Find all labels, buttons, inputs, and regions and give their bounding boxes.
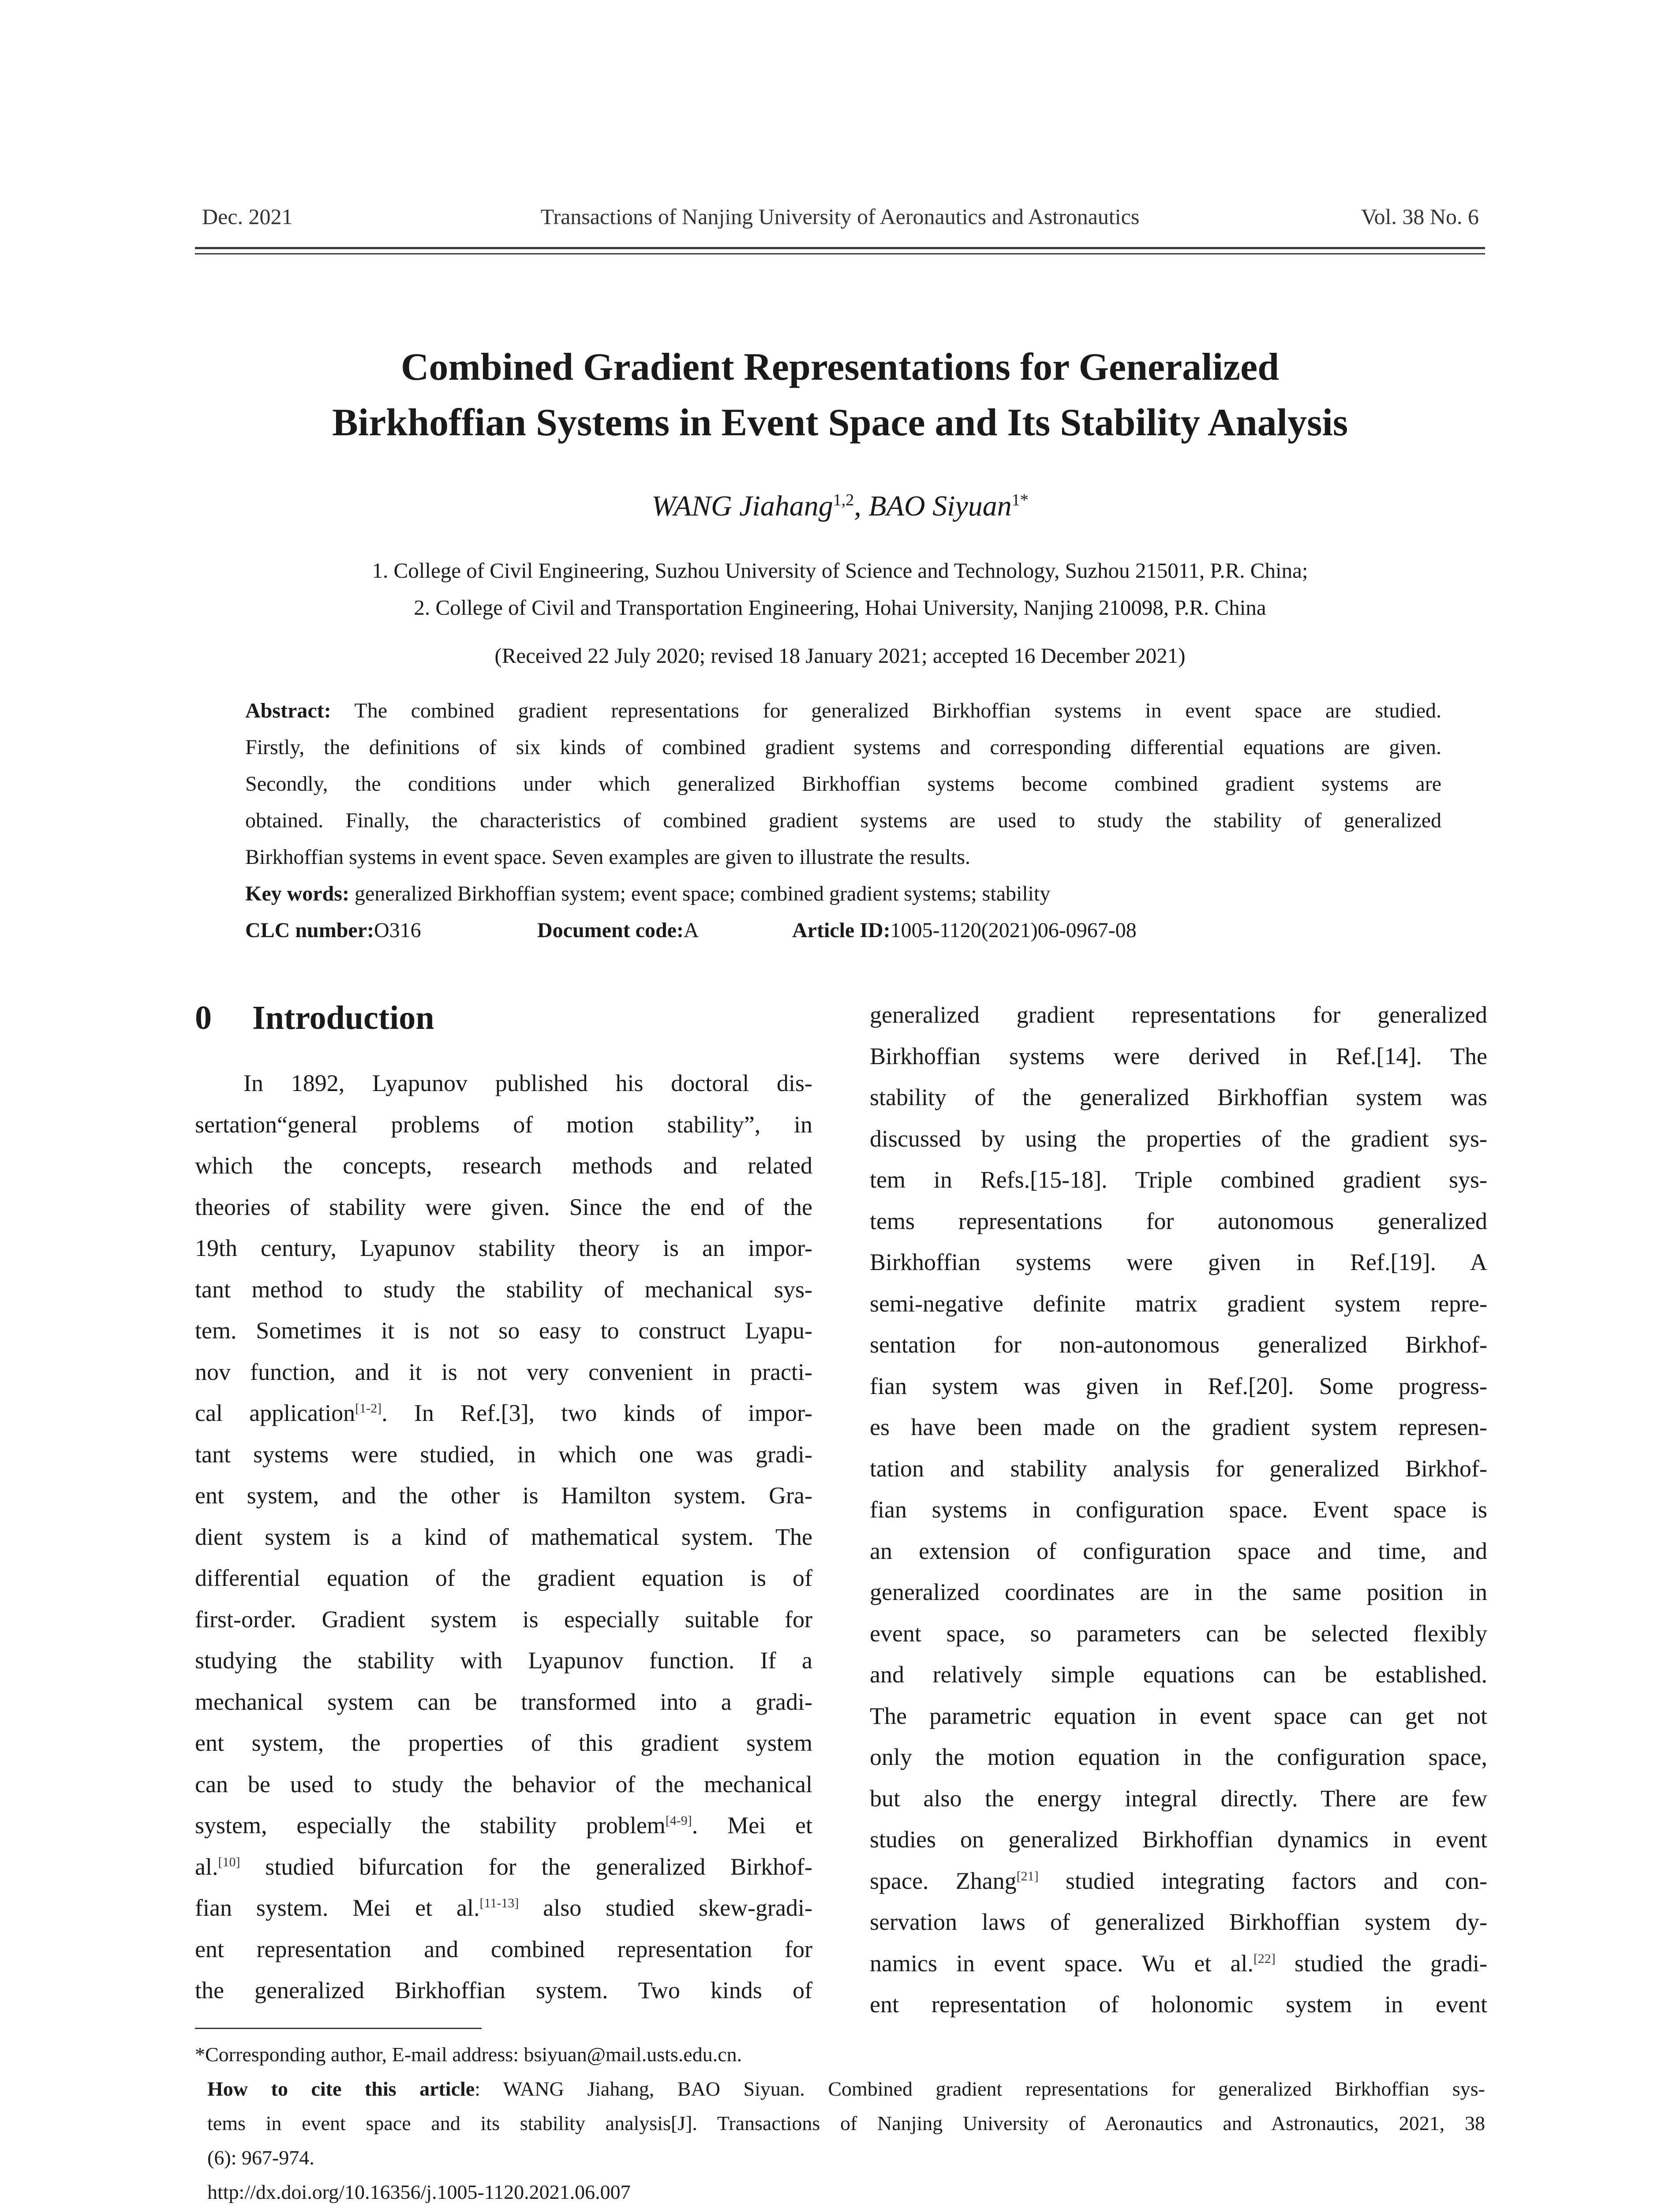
citation-ref[interactable]: [1-2] [355,1401,382,1416]
body-line: studying the stability with Lyapunov function. If a [195,1647,812,1674]
body-line [195,1805,812,1846]
body-text: . Mei et [692,1812,812,1839]
body-line: generalized gradient representations for generalized [870,1002,1487,1028]
body-line: generalized coordinates are in the same position in [870,1579,1487,1605]
footnote-block [195,2037,1485,2205]
body-line: mechanical system can be transformed into a gradi- [195,1688,812,1715]
abstract-line: Secondly, the conditions under which generalized Birkhoffian systems become combined gradient systems are [245,772,1441,796]
citation-ref[interactable]: [22] [1253,1951,1276,1966]
body-line: differential equation of the gradient equation is of [195,1565,812,1591]
citation-ref[interactable]: [11-13] [479,1896,519,1910]
body-line: ent representation and combined representation for [195,1936,812,1962]
volume-number: Vol. 38 No. 6 [1361,204,1479,229]
body-line: and relatively simple equations can be established. [870,1661,1487,1688]
title-line-1: Combined Gradient Representations for Generalized [400,346,1280,389]
body-line [195,1887,812,1929]
author-separator: , [854,490,869,522]
body-line: Birkhoffian systems were given in Ref.[19]. A [870,1249,1487,1275]
body-line: event space, so parameters can be selected flexibly [870,1620,1487,1647]
body-text: space. Zhang [870,1867,1017,1894]
citation-ref[interactable]: [4-9] [665,1813,692,1828]
body-line: stability of the generalized Birkhoffian system was [870,1084,1487,1110]
keywords-label: Key words: [245,882,349,905]
body-line: discussed by using the properties of the gradient sys- [870,1125,1487,1152]
body-line: studies on generalized Birkhoffian dynamics in event [870,1826,1487,1853]
body-line: tems representations for autonomous generalized [870,1207,1487,1234]
citation-ref[interactable]: [10] [218,1854,240,1869]
citation-line: tems in event space and its stability analysis[J]. Transactions of Nanjing University of Aeronautics and Astronautics, 2021, 38 [207,2112,1485,2134]
abstract-line: Birkhoffian systems in event space. Seven examples are given to illustrate the results. [245,845,971,869]
body-line: fian system was given in Ref.[20]. Some progress- [870,1372,1487,1399]
body-line: 19th century, Lyapunov stability theory is an impor- [195,1235,812,1261]
citation-line: (6): 967-974. [207,2146,314,2169]
abstract-line: obtained. Finally, the characteristics of combined gradient systems are used to study the stability of generalized [245,809,1441,832]
section-heading [195,999,434,1037]
corresponding-author: *Corresponding author, E-mail address: bsiyuan@mail.usts.edu.cn. [195,2043,742,2066]
abstract-line: Abstract: The combined gradient representations for generalized Birkhoffian systems in event space are studied. [245,699,1441,722]
body-line: an extension of configuration space and time, and [870,1537,1487,1564]
body-text: also studied skew-gradi- [519,1895,812,1921]
body-line: tem in Refs.[15-18]. Triple combined gradient sys- [870,1166,1487,1193]
body-line: ent representation of holonomic system in event [870,1991,1487,2018]
doi-link[interactable]: http://dx.doi.org/10.16356/j.1005-1120.2021.06.007 [207,2181,631,2203]
running-header [195,204,1485,235]
body-line: tant systems were studied, in which one was gradi- [195,1441,812,1468]
section-number: 0 [195,999,212,1036]
journal-name: Transactions of Nanjing University of Aeronautics and Astronautics [540,204,1140,229]
keywords-text: generalized Birkhoffian system; event space; combined gradient systems; stability [354,882,1051,905]
cite-label: How to cite this article [207,2078,475,2100]
doc-code-value: A [683,919,699,942]
clc-label: CLC number: [245,919,374,942]
clc-value: O316 [374,919,421,942]
author-2: BAO Siyuan [868,490,1012,522]
title-line-2: Birkhoffian Systems in Event Space and Its Stability Analysis [332,401,1348,444]
body-text: system, especially the stability problem [195,1812,666,1839]
body-line: sertation“general problems of motion stability”, in [195,1111,812,1138]
body-text: cal application [195,1400,355,1426]
issue-date: Dec. 2021 [202,204,293,229]
body-line: can be used to study the behavior of the mechanical [195,1771,812,1798]
body-text: namics in event space. Wu et al. [870,1950,1253,1977]
body-line: tation and stability analysis for generalized Birkhof- [870,1455,1487,1482]
body-line [870,1861,1487,1902]
header-rule-thick [195,247,1485,249]
article-id-label: Article ID: [792,919,891,942]
body-line [195,1846,812,1888]
body-text: . In Ref.[3], two kinds of impor- [382,1400,812,1426]
author-1: WANG Jiahang [651,490,833,522]
paper-title [195,340,1485,451]
body-line: but also the energy integral directly. There are few [870,1785,1487,1812]
body-line: tant method to study the stability of mechanical sys- [195,1276,812,1303]
body-line: tem. Sometimes it is not so easy to construct Lyapu- [195,1317,812,1344]
body-line: only the motion equation in the configuration space, [870,1744,1487,1770]
body-text: studied integrating factors and con- [1038,1867,1487,1894]
body-line [195,1393,812,1434]
body-line: fian systems in configuration space. Event space is [870,1496,1487,1523]
article-id-value: 1005-1120(2021)06-0967-08 [890,919,1137,942]
affiliations [195,552,1485,626]
body-line: ent system, and the other is Hamilton system. Gra- [195,1482,812,1509]
body-line: Birkhoffian systems were derived in Ref.[14]. The [870,1043,1487,1069]
body-text: al. [195,1853,218,1880]
doc-code-label: Document code: [537,919,684,942]
body-text: fian system. Mei et al. [195,1895,480,1921]
abstract-label: Abstract: [245,699,331,722]
affiliation-2: 2. College of Civil and Transportation Engineering, Hohai University, Nanjing 210098, P.R. China [414,595,1266,620]
author-list [195,490,1485,523]
author-2-affil: 1* [1011,491,1029,509]
body-text: studied bifurcation for the generalized Birkhof- [240,1853,812,1880]
citation-line: How to cite this article: WANG Jiahang, BAO Siyuan. Combined gradient representations for generalized Birkhoffian sys- [207,2078,1485,2100]
body-line: semi-negative definite matrix gradient system repre- [870,1290,1487,1317]
affiliation-1: 1. College of Civil Engineering, Suzhou University of Science and Technology, Suzhou 215011, P.R. China; [372,558,1308,583]
footnote-rule [195,2028,482,2029]
body-line: which the concepts, research methods and related [195,1152,812,1179]
body-line: first-order. Gradient system is especially suitable for [195,1606,812,1633]
body-line: sentation for non-autonomous generalized Birkhof- [870,1331,1487,1358]
body-line: the generalized Birkhoffian system. Two kinds of [195,1977,812,2003]
received-dates: (Received 22 July 2020; revised 18 January 2021; accepted 16 December 2021) [494,643,1186,668]
body-line: In 1892, Lyapunov published his doctoral dis- [243,1070,812,1096]
body-line: dient system is a kind of mathematical system. The [195,1523,812,1550]
body-line [870,1943,1487,1984]
left-column [195,1063,812,2011]
right-column [870,994,1487,2026]
abstract-block [245,692,1441,949]
body-line: The parametric equation in event space can get not [870,1702,1487,1729]
keywords [245,875,1441,912]
body-line: theories of stability were given. Since the end of the [195,1193,812,1220]
body-line: nov function, and it is not very convenient in practi- [195,1358,812,1385]
body-line: ent system, the properties of this gradient system [195,1730,812,1756]
body-line: servation laws of generalized Birkhoffian system dy- [870,1909,1487,1935]
body-line: es have been made on the gradient system represen- [870,1414,1487,1440]
citation-ref[interactable]: [21] [1016,1869,1039,1884]
article-meta [245,912,1441,949]
section-title: Introduction [252,999,434,1036]
body-text: studied the gradi- [1275,1950,1487,1977]
author-1-affil: 1,2 [833,491,854,509]
abstract-line: Firstly, the definitions of six kinds of combined gradient systems and corresponding differential equations are given. [245,736,1441,759]
header-rule-thin [195,253,1485,254]
